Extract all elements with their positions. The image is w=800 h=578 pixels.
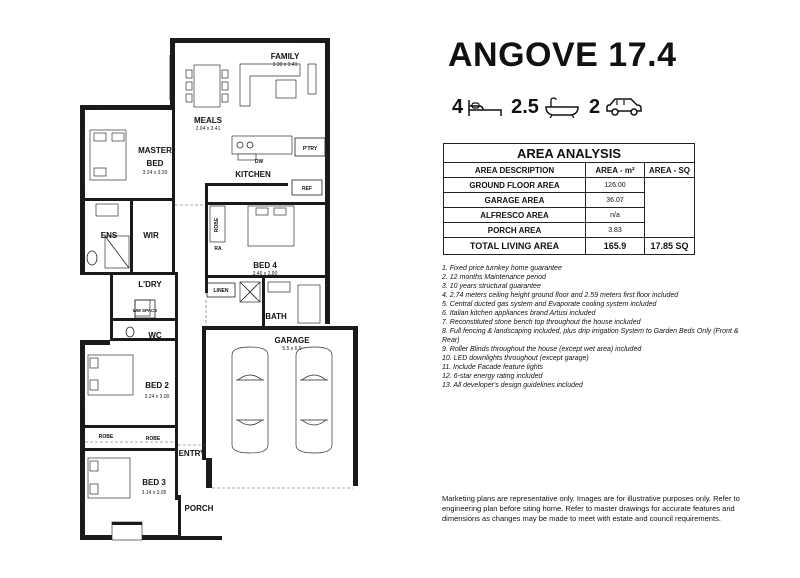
room-garage: GARAGE: [274, 336, 310, 345]
room-entry: ENTRY: [178, 449, 206, 458]
room-bed-4-dims: 3.46 x 2.90: [252, 271, 278, 277]
row-m2: 126.00: [586, 178, 645, 193]
bedroom-count: 4: [452, 95, 464, 118]
column-area-sq: AREA - SQ: [645, 163, 695, 178]
room-meals-dims: 2.04 x 3.41: [195, 126, 221, 132]
sofa: [240, 64, 300, 106]
room-bed-4: BED 4: [253, 261, 277, 270]
column-area-description: AREA DESCRIPTION: [444, 163, 586, 178]
area-analysis-table: [443, 143, 695, 255]
label-ref: REF: [302, 186, 312, 192]
room-bed-2-dims: 3.24 x 3.00: [144, 394, 170, 400]
room-ensuite: ENS: [100, 231, 118, 240]
area-analysis-heading: AREA ANALYSIS: [444, 144, 695, 163]
label-wm-space: WM SPACE: [132, 308, 158, 313]
row-label: GROUND FLOOR AREA: [444, 178, 586, 193]
label-linen: LINEN: [213, 288, 229, 294]
room-bed-3-dims: 3.14 x 3.05: [141, 490, 167, 496]
list-item: 9. Roller Blinds throughout the house (except wet area) included: [442, 346, 642, 353]
row-m2: n/a: [586, 208, 645, 223]
dining-table: [186, 65, 228, 107]
row-label: GARAGE AREA: [444, 193, 586, 208]
list-item: 7. Reconstituted stone bench top throughout the house included: [442, 319, 641, 326]
bathroom-count: 2.5: [511, 95, 539, 118]
list-item: 12. 6-star energy rating included: [442, 373, 543, 380]
garage-count: 2: [588, 95, 601, 118]
car-left: [232, 347, 268, 453]
plan-title: ANGOVE 17.4: [448, 36, 677, 74]
spec-summary: [452, 92, 652, 122]
column-area-m2: AREA - m²: [586, 163, 645, 178]
disclaimer: Marketing plans are representative only. Images are for illustrative purposes only. Refer to engineering plan before siting home. Refer to master drawings for accurate features and dimensions as changes may be made to meet with estate and council requirements.: [442, 494, 740, 523]
car-icon: [604, 96, 644, 118]
list-item: 4. 2.74 meters ceiling height ground floor and 2.59 meters first floor included: [442, 292, 679, 299]
room-family: FAMILY: [270, 52, 300, 61]
room-garage-dims: 5.5 x 6.9: [282, 346, 302, 352]
list-item: 3. 10 years structural guarantee: [442, 283, 541, 290]
label-robe-bed2-b: ROBE: [145, 436, 161, 442]
bed-icon: [467, 96, 503, 118]
room-wc: WC: [148, 331, 162, 340]
bathtub-icon: [543, 96, 581, 118]
row-label: ALFRESCO AREA: [444, 208, 586, 223]
room-wir: WIR: [143, 231, 159, 240]
room-laundry: L'DRY: [138, 280, 162, 289]
features-list: [442, 264, 742, 390]
total-row: [444, 238, 695, 255]
row-label: PORCH AREA: [444, 223, 586, 238]
list-item: 6. Italian kitchen appliances brand Artusi included: [442, 310, 596, 317]
list-item: 1. Fixed price turnkey home guarantee: [442, 265, 562, 272]
list-item: 10. LED downlights throughout (except garage): [442, 355, 589, 362]
list-item: 8. Full fencing & landscaping included, plus drip irrigation System to Garden Beds Only (Front & Rear): [442, 328, 739, 344]
car-right: [296, 347, 332, 453]
room-master-bed: MASTER: [138, 146, 172, 155]
list-item: 13. All developer's design guidelines included: [442, 382, 583, 389]
label-robe-bed4: ROBE: [214, 217, 220, 233]
room-porch: PORCH: [184, 504, 214, 513]
list-item: 11. Include Facade feature lights: [442, 364, 544, 371]
label-dishwasher: DW: [254, 159, 264, 165]
label-pantry: P'TRY: [302, 146, 318, 152]
total-m2: 165.9: [586, 238, 645, 255]
total-label: TOTAL LIVING AREA: [444, 238, 586, 255]
row-m2: 3.83: [586, 223, 645, 238]
room-meals: MEALS: [194, 116, 222, 125]
list-item: 2. 12 months Maintenance period: [442, 274, 546, 281]
room-master-bed-line2: BED: [146, 159, 164, 168]
row-sq-empty: [645, 178, 695, 238]
row-m2: 36.07: [586, 193, 645, 208]
list-item: 5. Central ducted gas system and Evaporate cooling system included: [442, 301, 657, 308]
label-ra: RA: [214, 246, 222, 252]
room-kitchen: KITCHEN: [235, 170, 271, 179]
total-sq: 17.85 SQ: [645, 238, 695, 255]
room-master-bed-dims: 3.24 x 3.39: [142, 170, 168, 176]
table-row: [444, 178, 695, 193]
label-robe-bed2-a: ROBE: [98, 434, 114, 440]
room-bed-3: BED 3: [142, 478, 166, 487]
room-bath: BATH: [265, 312, 287, 321]
room-family-dims: 3.30 x 3.41: [272, 62, 298, 68]
room-bed-2: BED 2: [145, 381, 169, 390]
